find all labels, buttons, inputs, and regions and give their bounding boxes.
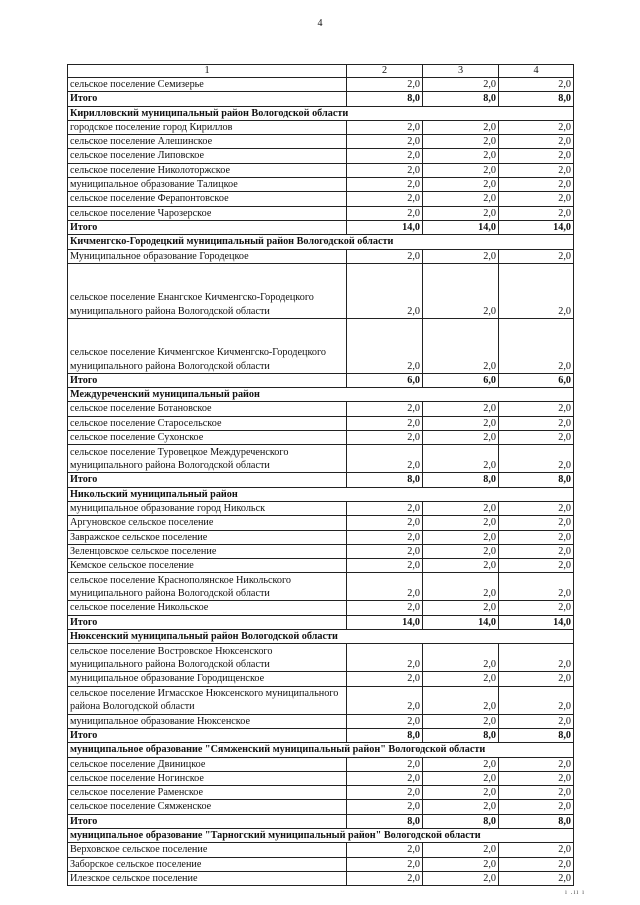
- total-row: [68, 728, 574, 742]
- settlement-name: сельское поселение Раменское: [68, 786, 347, 800]
- table-row: [68, 402, 574, 416]
- value-cell: 2,0: [347, 559, 423, 573]
- settlement-name: сельское поселение Ферапонтовское: [68, 192, 347, 206]
- table-row: [68, 573, 574, 601]
- value-cell: 2,0: [423, 501, 499, 515]
- table-row: [68, 559, 574, 573]
- value-cell: 2,0: [423, 402, 499, 416]
- value-cell: 2,0: [423, 416, 499, 430]
- section-title: Нюксенский муниципальный район Вологодской области: [68, 630, 574, 644]
- table-row: [68, 516, 574, 530]
- table-header-row: [68, 65, 574, 78]
- value-cell: 2,0: [499, 843, 574, 857]
- value-cell: 2,0: [347, 800, 423, 814]
- table-row: [68, 800, 574, 814]
- total-row: [68, 92, 574, 106]
- value-cell: 2,0: [347, 786, 423, 800]
- settlement-name: сельское поселение Чарозерское: [68, 206, 347, 220]
- value-cell: 2,0: [347, 601, 423, 615]
- settlement-name: сельское поселение Алешинское: [68, 135, 347, 149]
- value-cell: 2,0: [499, 178, 574, 192]
- value-cell: 2,0: [347, 714, 423, 728]
- value-cell: 2,0: [499, 263, 574, 318]
- value-cell: 14,0: [347, 220, 423, 234]
- footer-mark: ı .ıı ı: [565, 888, 586, 896]
- value-cell: 2,0: [347, 249, 423, 263]
- value-cell: 2,0: [347, 149, 423, 163]
- settlement-name: сельское поселение Сямженское: [68, 800, 347, 814]
- settlement-name: сельское поселение Востровское Нюксенского муниципального района Вологодской области: [68, 644, 347, 672]
- value-cell: 2,0: [347, 206, 423, 220]
- table-row: [68, 249, 574, 263]
- value-cell: 2,0: [499, 416, 574, 430]
- value-cell: 2,0: [423, 800, 499, 814]
- section-row: [68, 743, 574, 757]
- total-label: Итого: [68, 814, 347, 828]
- table-row: [68, 786, 574, 800]
- value-cell: 2,0: [499, 402, 574, 416]
- value-cell: 2,0: [347, 120, 423, 134]
- settlement-name: сельское поселение Енангское Кичменгско-Городецкого муниципального района Вологодской области: [68, 263, 347, 318]
- settlement-name: сельское поселение Семизерье: [68, 78, 347, 92]
- total-row: [68, 220, 574, 234]
- value-cell: 2,0: [499, 445, 574, 473]
- value-cell: 2,0: [499, 800, 574, 814]
- value-cell: 8,0: [423, 814, 499, 828]
- value-cell: 2,0: [347, 318, 423, 373]
- value-cell: 2,0: [499, 757, 574, 771]
- settlement-name: муниципальное образование Городищенское: [68, 672, 347, 686]
- value-cell: 2,0: [423, 530, 499, 544]
- value-cell: 2,0: [347, 644, 423, 672]
- value-cell: 2,0: [347, 402, 423, 416]
- total-label: Итого: [68, 473, 347, 487]
- total-label: Итого: [68, 728, 347, 742]
- table-row: [68, 843, 574, 857]
- value-cell: 2,0: [423, 714, 499, 728]
- section-title: Междуреченский муниципальный район: [68, 388, 574, 402]
- value-cell: 2,0: [347, 78, 423, 92]
- value-cell: 8,0: [423, 728, 499, 742]
- settlement-name: Верховское сельское поселение: [68, 843, 347, 857]
- total-label: Итого: [68, 615, 347, 629]
- value-cell: 2,0: [499, 530, 574, 544]
- value-cell: 2,0: [499, 516, 574, 530]
- settlement-name: Заборское сельское поселение: [68, 857, 347, 871]
- value-cell: 2,0: [423, 149, 499, 163]
- value-cell: 2,0: [499, 714, 574, 728]
- settlement-name: сельское поселение Туровецкое Междуреченского муниципального района Вологодской области: [68, 445, 347, 473]
- table-row: [68, 431, 574, 445]
- header-cell: 4: [499, 65, 574, 78]
- value-cell: 8,0: [423, 92, 499, 106]
- value-cell: 2,0: [499, 120, 574, 134]
- value-cell: 2,0: [499, 871, 574, 885]
- settlement-name: сельское поселение Старосельское: [68, 416, 347, 430]
- value-cell: 2,0: [347, 135, 423, 149]
- value-cell: 2,0: [347, 530, 423, 544]
- settlement-name: Кемское сельское поселение: [68, 559, 347, 573]
- value-cell: 2,0: [423, 431, 499, 445]
- value-cell: 2,0: [347, 263, 423, 318]
- value-cell: 2,0: [347, 573, 423, 601]
- value-cell: 2,0: [347, 871, 423, 885]
- section-title: муниципальное образование "Сямженский муниципальный район" Вологодской области: [68, 743, 574, 757]
- value-cell: 2,0: [423, 601, 499, 615]
- value-cell: 8,0: [499, 728, 574, 742]
- value-cell: 2,0: [347, 501, 423, 515]
- settlement-name: Илезское сельское поселение: [68, 871, 347, 885]
- table-row: [68, 871, 574, 885]
- value-cell: 2,0: [499, 206, 574, 220]
- value-cell: 2,0: [423, 78, 499, 92]
- value-cell: 2,0: [423, 206, 499, 220]
- value-cell: 14,0: [347, 615, 423, 629]
- section-row: [68, 828, 574, 842]
- settlement-name: Аргуновское сельское поселение: [68, 516, 347, 530]
- value-cell: 2,0: [499, 249, 574, 263]
- section-row: [68, 106, 574, 120]
- settlement-name: сельское поселение Ботановское: [68, 402, 347, 416]
- value-cell: 8,0: [347, 728, 423, 742]
- table-row: [68, 714, 574, 728]
- value-cell: 2,0: [423, 445, 499, 473]
- table-row: [68, 771, 574, 785]
- total-label: Итого: [68, 92, 347, 106]
- section-row: [68, 487, 574, 501]
- value-cell: 2,0: [499, 431, 574, 445]
- table-row: [68, 163, 574, 177]
- value-cell: 2,0: [423, 843, 499, 857]
- total-label: Итого: [68, 373, 347, 387]
- value-cell: 14,0: [499, 220, 574, 234]
- section-title: Кирилловский муниципальный район Вологодской области: [68, 106, 574, 120]
- table-row: [68, 544, 574, 558]
- value-cell: 14,0: [423, 615, 499, 629]
- page-number: 4: [317, 18, 323, 29]
- value-cell: 8,0: [347, 473, 423, 487]
- section-title: Кичменгско-Городецкий муниципальный район Вологодской области: [68, 235, 574, 249]
- settlement-name: муниципальное образование город Никольск: [68, 501, 347, 515]
- table-row: [68, 178, 574, 192]
- value-cell: 2,0: [499, 135, 574, 149]
- value-cell: 2,0: [347, 672, 423, 686]
- value-cell: 2,0: [347, 431, 423, 445]
- value-cell: 2,0: [347, 178, 423, 192]
- total-label: Итого: [68, 220, 347, 234]
- value-cell: 2,0: [347, 843, 423, 857]
- header-cell: 3: [423, 65, 499, 78]
- settlement-name: сельское поселение Сухонское: [68, 431, 347, 445]
- section-title: муниципальное образование "Тарногский муниципальный район" Вологодской области: [68, 828, 574, 842]
- settlement-name: сельское поселение Кичменгское Кичменгско-Городецкого муниципального района Вологодской области: [68, 318, 347, 373]
- value-cell: 2,0: [423, 163, 499, 177]
- value-cell: 2,0: [499, 786, 574, 800]
- value-cell: 2,0: [499, 573, 574, 601]
- table-row: [68, 78, 574, 92]
- total-row: [68, 473, 574, 487]
- settlement-name: Завражское сельское поселение: [68, 530, 347, 544]
- table-row: [68, 206, 574, 220]
- header-cell: 2: [347, 65, 423, 78]
- value-cell: 2,0: [423, 263, 499, 318]
- value-cell: 2,0: [423, 318, 499, 373]
- total-row: [68, 615, 574, 629]
- section-row: [68, 630, 574, 644]
- value-cell: 2,0: [423, 192, 499, 206]
- settlement-name: сельское поселение Никольское: [68, 601, 347, 615]
- table-row: [68, 530, 574, 544]
- value-cell: 2,0: [499, 771, 574, 785]
- value-cell: 2,0: [499, 644, 574, 672]
- value-cell: 2,0: [423, 573, 499, 601]
- value-cell: 2,0: [423, 178, 499, 192]
- value-cell: 2,0: [347, 516, 423, 530]
- table-row: [68, 644, 574, 672]
- value-cell: 2,0: [499, 192, 574, 206]
- table-row: [68, 445, 574, 473]
- settlement-name: муниципальное образование Нюксенское: [68, 714, 347, 728]
- value-cell: 2,0: [499, 857, 574, 871]
- table-row: [68, 120, 574, 134]
- table-row: [68, 501, 574, 515]
- settlement-name: сельское поселение Николоторжское: [68, 163, 347, 177]
- value-cell: 14,0: [423, 220, 499, 234]
- allocation-table: [67, 64, 574, 886]
- settlement-name: сельское поселение Краснополянское Никольского муниципального района Вологодской области: [68, 573, 347, 601]
- value-cell: 2,0: [423, 686, 499, 714]
- total-row: [68, 814, 574, 828]
- table-row: [68, 672, 574, 686]
- value-cell: 2,0: [347, 544, 423, 558]
- settlement-name: Муниципальное образование Городецкое: [68, 249, 347, 263]
- value-cell: 2,0: [499, 149, 574, 163]
- value-cell: 2,0: [347, 757, 423, 771]
- value-cell: 8,0: [499, 473, 574, 487]
- settlement-name: городское поселение город Кириллов: [68, 120, 347, 134]
- value-cell: 2,0: [499, 318, 574, 373]
- value-cell: 8,0: [499, 92, 574, 106]
- table-row: [68, 192, 574, 206]
- value-cell: 2,0: [423, 857, 499, 871]
- table-row: [68, 686, 574, 714]
- settlement-name: муниципальное образование Талицкое: [68, 178, 347, 192]
- settlement-name: сельское поселение Игмасское Нюксенского муниципального района Вологодской области: [68, 686, 347, 714]
- table-row: [68, 757, 574, 771]
- header-cell: 1: [68, 65, 347, 78]
- value-cell: 6,0: [347, 373, 423, 387]
- settlement-name: сельское поселение Липовское: [68, 149, 347, 163]
- value-cell: 2,0: [347, 445, 423, 473]
- total-row: [68, 373, 574, 387]
- value-cell: 2,0: [499, 501, 574, 515]
- value-cell: 2,0: [499, 686, 574, 714]
- value-cell: 2,0: [347, 686, 423, 714]
- value-cell: 8,0: [499, 814, 574, 828]
- value-cell: 2,0: [423, 559, 499, 573]
- value-cell: 2,0: [423, 757, 499, 771]
- table-row: [68, 601, 574, 615]
- table-row: [68, 318, 574, 373]
- value-cell: 2,0: [347, 163, 423, 177]
- section-row: [68, 235, 574, 249]
- value-cell: 2,0: [347, 771, 423, 785]
- value-cell: 6,0: [423, 373, 499, 387]
- value-cell: 2,0: [499, 78, 574, 92]
- value-cell: 8,0: [423, 473, 499, 487]
- value-cell: 2,0: [423, 771, 499, 785]
- settlement-name: сельское поселение Ногинское: [68, 771, 347, 785]
- value-cell: 2,0: [423, 516, 499, 530]
- value-cell: 2,0: [423, 672, 499, 686]
- value-cell: 2,0: [499, 672, 574, 686]
- value-cell: 8,0: [347, 92, 423, 106]
- value-cell: 2,0: [423, 644, 499, 672]
- table-row: [68, 135, 574, 149]
- section-title: Никольский муниципальный район: [68, 487, 574, 501]
- value-cell: 2,0: [499, 601, 574, 615]
- settlement-name: сельское поселение Двиницкое: [68, 757, 347, 771]
- value-cell: 2,0: [423, 871, 499, 885]
- value-cell: 2,0: [499, 544, 574, 558]
- value-cell: 6,0: [499, 373, 574, 387]
- table-row: [68, 263, 574, 318]
- value-cell: 14,0: [499, 615, 574, 629]
- value-cell: 2,0: [423, 249, 499, 263]
- value-cell: 2,0: [423, 135, 499, 149]
- table-row: [68, 149, 574, 163]
- table-row: [68, 857, 574, 871]
- value-cell: 2,0: [347, 857, 423, 871]
- value-cell: 2,0: [423, 120, 499, 134]
- value-cell: 2,0: [423, 786, 499, 800]
- value-cell: 2,0: [499, 559, 574, 573]
- value-cell: 8,0: [347, 814, 423, 828]
- settlement-name: Зеленцовское сельское поселение: [68, 544, 347, 558]
- value-cell: 2,0: [347, 192, 423, 206]
- value-cell: 2,0: [499, 163, 574, 177]
- section-row: [68, 388, 574, 402]
- value-cell: 2,0: [423, 544, 499, 558]
- value-cell: 2,0: [347, 416, 423, 430]
- table-row: [68, 416, 574, 430]
